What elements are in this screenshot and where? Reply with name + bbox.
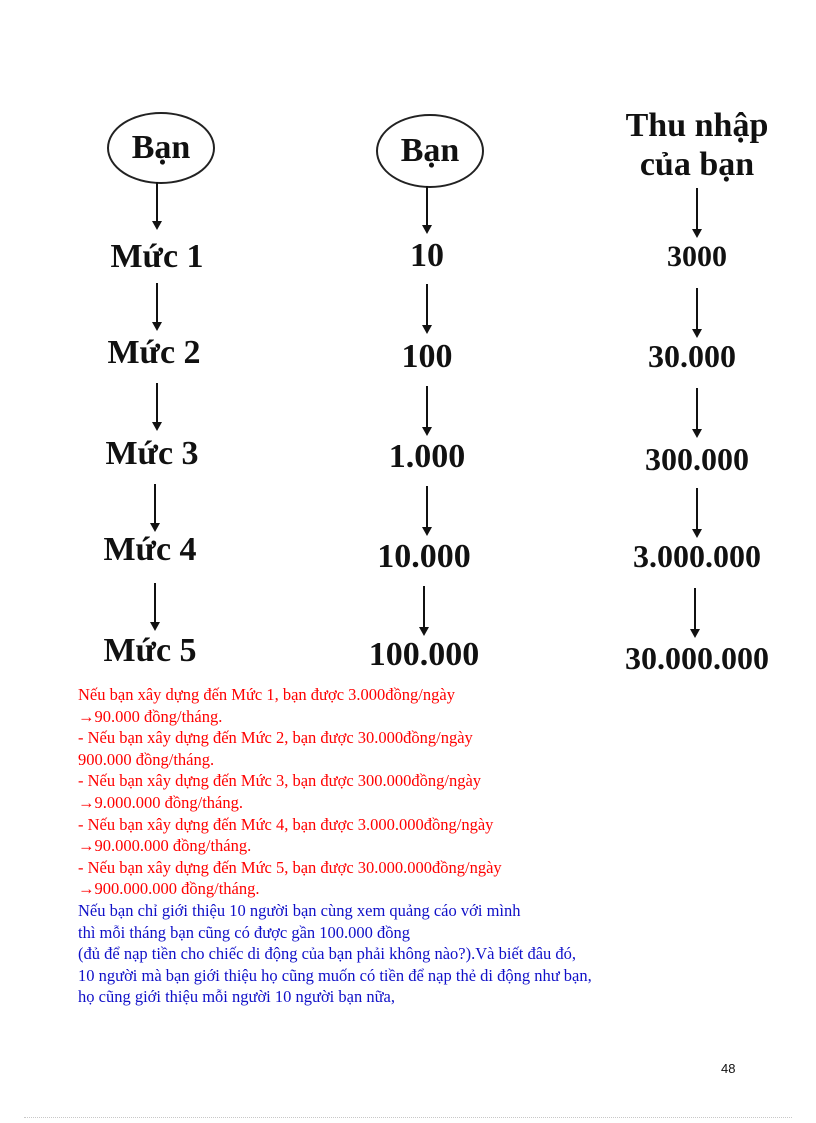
page-number: 48 <box>721 1061 736 1076</box>
col1-head-oval <box>107 112 215 184</box>
level2-income-line: - Nếu bạn xây dựng đến Mức 2, bạn được 30.000đồng/ngày <box>78 728 473 748</box>
col2-arrow-3 <box>422 386 432 436</box>
referral-line-3: (đủ để nạp tiền cho chiếc di động của bạn phải không nào?).Và biết đâu đó, <box>78 944 577 964</box>
level5-income-line: - Nếu bạn xây dựng đến Mức 5, bạn được 30.000.000đồng/ngày <box>78 857 502 877</box>
col3-arrow-1 <box>692 188 702 238</box>
col3-arrow-2 <box>692 288 702 338</box>
col2-level-5: 100.000 <box>368 636 480 673</box>
referral-line-2: thì mỗi tháng bạn cũng có được gần 100.000 đồng <box>78 922 411 942</box>
col3-level-1: 3000 <box>667 240 727 273</box>
col2-head-oval <box>376 114 484 188</box>
col2-level-4: 10.000 <box>377 538 471 575</box>
col2-arrow-4 <box>422 486 432 536</box>
col2-level-3: 1.000 <box>388 438 466 475</box>
explanation-text <box>78 684 778 1008</box>
col3-level-4: 3.000.000 <box>633 538 761 574</box>
page-bottom-divider <box>24 1117 792 1118</box>
level3-monthly-line: →9.000.000 đồng/tháng. <box>78 792 243 812</box>
col2-level-1: 10 <box>410 237 444 274</box>
col1-level-2: Mức 2 <box>107 334 201 371</box>
referral-line-4: 10 người mà bạn giới thiệu họ cũng muốn có tiền để nạp thẻ di động như bạn, <box>78 965 592 985</box>
level3-income-line: - Nếu bạn xây dựng đến Mức 3, bạn được 300.000đồng/ngày <box>78 771 482 791</box>
col3-head-line2: của bạn <box>639 146 755 184</box>
col1-arrow-1 <box>152 182 162 230</box>
level4-monthly-line: →90.000.000 đồng/tháng. <box>78 836 252 856</box>
col3-level-3: 300.000 <box>645 441 749 477</box>
referral-line-5: họ cũng giới thiệu mỗi người 10 người bạn nữa, <box>78 987 395 1007</box>
level1-income-line: Nếu bạn xây dựng đến Mức 1, bạn được 3.000đồng/ngày <box>78 685 455 704</box>
col1-head: Bạn <box>131 129 191 166</box>
col3-head <box>590 106 804 184</box>
level4-income-line: - Nếu bạn xây dựng đến Mức 4, bạn được 3.000.000đồng/ngày <box>78 814 494 834</box>
col2-level-2: 100 <box>401 338 453 375</box>
col3-arrow-4 <box>692 488 702 538</box>
col2-arrow-5 <box>419 586 429 636</box>
col1-level-5: Mức 5 <box>103 632 197 669</box>
col3-arrow-5 <box>690 588 700 638</box>
col1-level-3: Mức 3 <box>105 435 199 472</box>
col1-level-1: Mức 1 <box>110 238 204 275</box>
referral-line-1: Nếu bạn chỉ giới thiệu 10 người bạn cùng xem quảng cáo với mình <box>78 900 521 920</box>
col1-arrow-2 <box>152 283 162 331</box>
level2-monthly-line: 900.000 đồng/tháng. <box>78 749 215 769</box>
col1-arrow-3 <box>152 383 162 431</box>
col2-arrow-1 <box>422 186 432 234</box>
col3-arrow-3 <box>692 388 702 438</box>
col3-level-2: 30.000 <box>648 338 736 374</box>
col2-head: Bạn <box>400 132 460 169</box>
level1-monthly-line: →90.000 đồng/tháng. <box>78 706 223 726</box>
col1-arrow-4 <box>150 484 160 532</box>
col3-head-line1: Thu nhập <box>625 107 769 144</box>
col2-arrow-2 <box>422 284 432 334</box>
level5-monthly-line: →900.000.000 đồng/tháng. <box>78 879 260 899</box>
col1-level-4: Mức 4 <box>103 531 197 568</box>
col3-level-5: 30.000.000 <box>625 640 769 676</box>
col1-arrow-5 <box>150 583 160 631</box>
